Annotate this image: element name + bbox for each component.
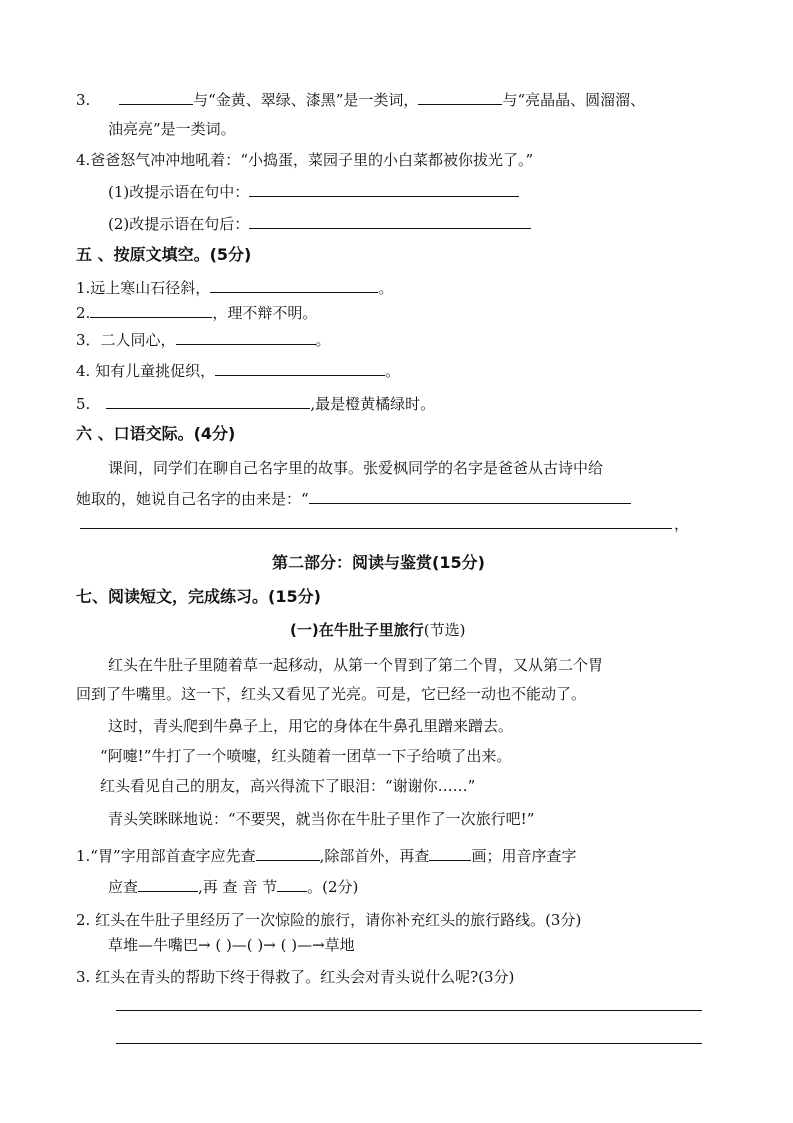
- answer-blank[interactable]: [176, 330, 316, 345]
- question-text: ,再 查 音 节: [198, 878, 278, 896]
- answer-blank[interactable]: [138, 877, 198, 892]
- passage-line: 红头在牛肚子里随着草一起移动，从第一个胃到了第二个胃，又从第二个胃: [108, 656, 604, 674]
- answer-blank[interactable]: [256, 846, 320, 861]
- passage-heading: [290, 620, 465, 640]
- item-text: 1.远上寒山石径斜，: [76, 279, 211, 297]
- answer-blank[interactable]: [418, 90, 502, 105]
- answer-blank[interactable]: [210, 278, 378, 293]
- reading-question-1: [76, 846, 576, 866]
- passage-line: 这时，青头爬到牛鼻子上，用它的身体在牛鼻孔里蹭来蹭去。: [108, 717, 514, 735]
- passage-line: “阿嚏!”牛打了一个喷嚏，红头随着一团草一下子给喷了出来。: [100, 747, 512, 765]
- fill-item-5: [76, 394, 435, 414]
- section-6-para-1: 课间，同学们在聊自己名字里的故事。张爱枫同学的名字是爸爸从古诗中给: [108, 459, 604, 477]
- passage-line: 青头笑眯眯地说：“不要哭，就当你在牛肚子里作了一次旅行吧!”: [108, 810, 535, 828]
- question-text: 应查: [108, 878, 139, 896]
- question-4-sub2: [108, 214, 531, 234]
- reading-question-2: 2. 红头在牛肚子里经历了一次惊险的旅行，请你补充红头的旅行路线。(3分): [76, 911, 582, 929]
- question-text: 画；用音序查字: [471, 847, 577, 865]
- fill-item-2: [76, 303, 317, 323]
- prompt-text: 她取的，她说自己名字的由来是：“: [76, 490, 309, 508]
- question-text: 。(2分): [307, 878, 359, 896]
- item-text: ，理不辩不明。: [212, 304, 318, 322]
- answer-blank[interactable]: [249, 214, 531, 229]
- section-5-title: 五 、按原文填空。(5分): [76, 245, 252, 264]
- passage-title: (一)在牛肚子里旅行: [290, 621, 424, 639]
- answer-blank[interactable]: [119, 90, 193, 105]
- section-6-title: 六 、口语交际。(4分): [76, 424, 236, 443]
- fill-item-4: [76, 361, 400, 381]
- answer-blank[interactable]: [106, 394, 310, 409]
- sub-label: (2)改提示语在句后：: [108, 215, 250, 233]
- question-text: ,除部首外，再查: [319, 847, 430, 865]
- passage-note: (节选): [423, 621, 466, 639]
- question-4-stem: 4.爸爸怒气冲冲地吼着：“小捣蛋，菜园子里的小白菜都被你拔光了。”: [76, 151, 534, 169]
- answer-blank[interactable]: [90, 303, 212, 318]
- item-text: 4. 知有儿童挑促织，: [76, 362, 216, 380]
- passage-line: 回到了牛嘴里。这一下，红头又看见了光亮。可是，它已经一动也不能动了。: [76, 685, 587, 703]
- answer-line-end: ，: [674, 515, 690, 533]
- fill-item-1: [76, 278, 393, 298]
- question-text: 与“亮晶晶、圆溜溜、: [502, 91, 646, 109]
- question-text: 1.“胃”字用部首查字应先查: [76, 847, 256, 865]
- answer-blank[interactable]: [429, 846, 471, 861]
- section-6-para-2: [76, 489, 631, 509]
- answer-blank[interactable]: [215, 361, 385, 376]
- question-3: [76, 90, 645, 110]
- question-text: 与“金黄、翠绿、漆黑”是一类词，: [193, 91, 419, 109]
- answer-blank[interactable]: [277, 877, 307, 892]
- item-text: ,最是橙黄橘绿时。: [310, 395, 436, 413]
- sub-label: (1)改提示语在句中：: [108, 183, 250, 201]
- reading-question-1-cont: [108, 877, 358, 897]
- section-7-title: 七、阅读短文，完成练习。(15分): [76, 587, 321, 606]
- passage-line: 红头看见自己的朋友，高兴得流下了眼泪：“谢谢你……”: [100, 777, 476, 795]
- item-text: 3．二人同心，: [76, 331, 176, 349]
- item-number: 2.: [76, 304, 91, 322]
- part-2-title: 第二部分：阅读与鉴赏(15分): [272, 553, 485, 572]
- answer-line[interactable]: [116, 1043, 702, 1044]
- travel-route: 草堆—牛嘴巴→ ( )—( )→ ( )—→草地: [108, 936, 355, 954]
- fill-item-3: [76, 330, 331, 350]
- question-3-cont: 油亮亮”是一类词。: [108, 120, 236, 138]
- item-number: 5.: [76, 395, 91, 413]
- item-end: 。: [378, 279, 394, 297]
- item-end: 。: [315, 331, 331, 349]
- answer-line[interactable]: [80, 528, 672, 529]
- question-4-sub1: [108, 182, 519, 202]
- answer-line[interactable]: [116, 1010, 702, 1011]
- question-number: 3.: [76, 91, 91, 109]
- reading-question-3: 3. 红头在青头的帮助下终于得救了。红头会对青头说什么呢?(3分): [76, 968, 515, 986]
- item-end: 。: [385, 362, 401, 380]
- answer-blank[interactable]: [249, 182, 519, 197]
- answer-blank[interactable]: [309, 489, 631, 504]
